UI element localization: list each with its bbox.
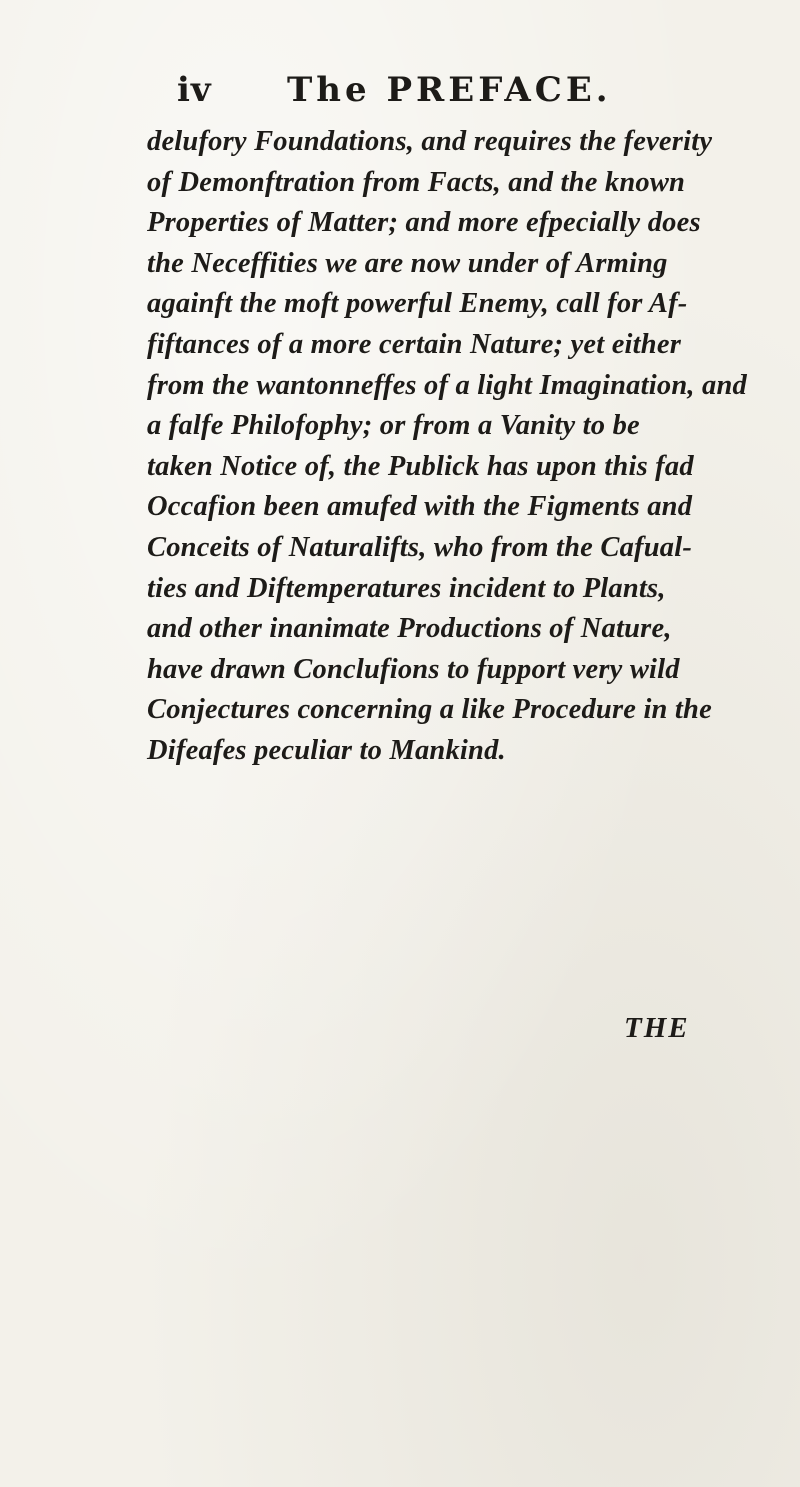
text-line: againft the moft powerful Enemy, call for Af- — [147, 288, 688, 320]
page-header — [177, 70, 677, 120]
text-line: taken Notice of, the Publick has upon this fad — [147, 450, 694, 482]
text-line: Conceits of Naturalifts, who from the Cafual- — [147, 531, 693, 563]
page-number: iv — [177, 70, 212, 110]
text-line: ties and Diftemperatures incident to Plants, — [147, 572, 666, 604]
running-title: The PREFACE. — [287, 70, 612, 110]
body-text — [147, 122, 747, 772]
text-line: of Demonftration from Facts, and the known — [147, 166, 686, 198]
text-line: Properties of Matter; and more efpecially does — [147, 207, 701, 239]
text-line: Occafion been amufed with the Figments and — [147, 491, 693, 523]
text-line: fiftances of a more certain Nature; yet either — [147, 328, 681, 360]
catchword: THE — [624, 1012, 690, 1044]
text-line: delufory Foundations, and requires the feverity — [147, 126, 713, 157]
text-line: from the wantonneffes of a light Imagination, and — [147, 369, 747, 401]
text-line: Difeafes peculiar to Mankind. — [147, 734, 506, 766]
text-line: the Neceffities we are now under of Arming — [147, 247, 668, 279]
text-line: Conjectures concerning a like Procedure in the — [147, 694, 712, 726]
text-line: a falfe Philofophy; or from a Vanity to be — [147, 410, 640, 442]
text-line: have drawn Conclufions to fupport very wild — [147, 653, 680, 685]
text-line: and other inanimate Productions of Nature, — [147, 613, 672, 645]
